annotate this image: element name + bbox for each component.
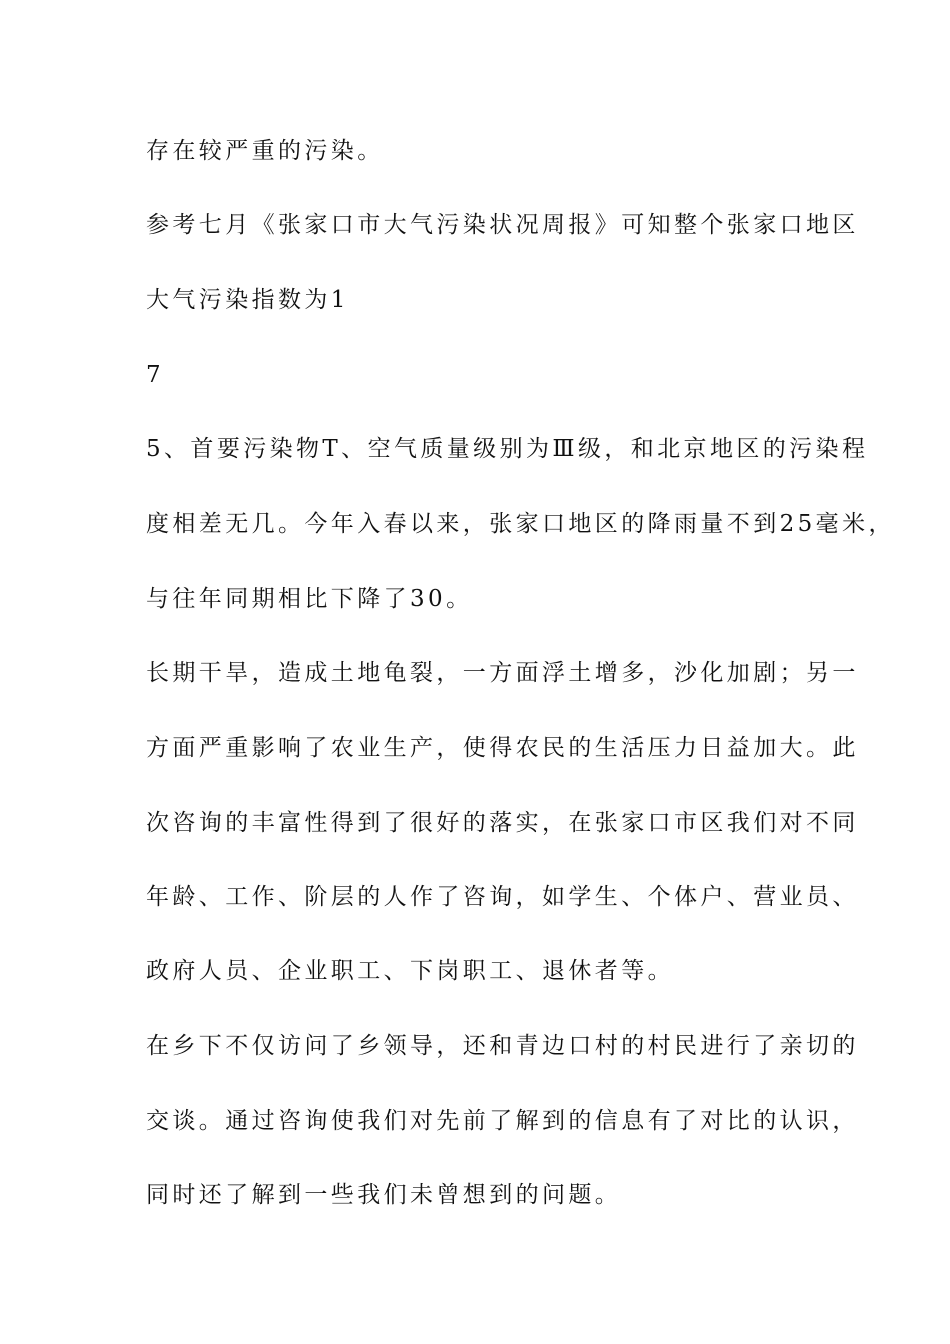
- text-line: 政府人员、企业职工、下岗职工、退休者等。: [146, 958, 674, 984]
- text-line: 7: [146, 362, 165, 388]
- text-line: 次咨询的丰富性得到了很好的落实，在张家口市区我们对不同: [146, 810, 859, 836]
- text-line: 在乡下不仅访问了乡领导，还和青边口村的村民进行了亲切的: [146, 1033, 859, 1059]
- text-line: 方面严重影响了农业生产，使得农民的生活压力日益加大。此: [146, 735, 859, 761]
- text-line: 与往年同期相比下降了30。: [146, 586, 473, 612]
- text-line: 存在较严重的污染。: [146, 138, 384, 164]
- text-line: 同时还了解到一些我们未曾想到的问题。: [146, 1182, 622, 1208]
- text-line: 5、首要污染物T、空气质量级别为Ⅲ级，和北京地区的污染程: [146, 436, 869, 462]
- text-line: 年龄、工作、阶层的人作了咨询，如学生、个体户、营业员、: [146, 884, 859, 910]
- text-line: 度相差无几。今年入春以来，张家口地区的降雨量不到25毫米，: [146, 511, 895, 537]
- text-line: 交谈。通过咨询使我们对先前了解到的信息有了对比的认识，: [146, 1108, 859, 1134]
- text-line: 大气污染指数为1: [146, 287, 349, 313]
- text-line: 长期干旱，造成土地龟裂，一方面浮土增多，沙化加剧；另一: [146, 660, 859, 686]
- text-line: 参考七月《张家口市大气污染状况周报》可知整个张家口地区: [146, 212, 859, 238]
